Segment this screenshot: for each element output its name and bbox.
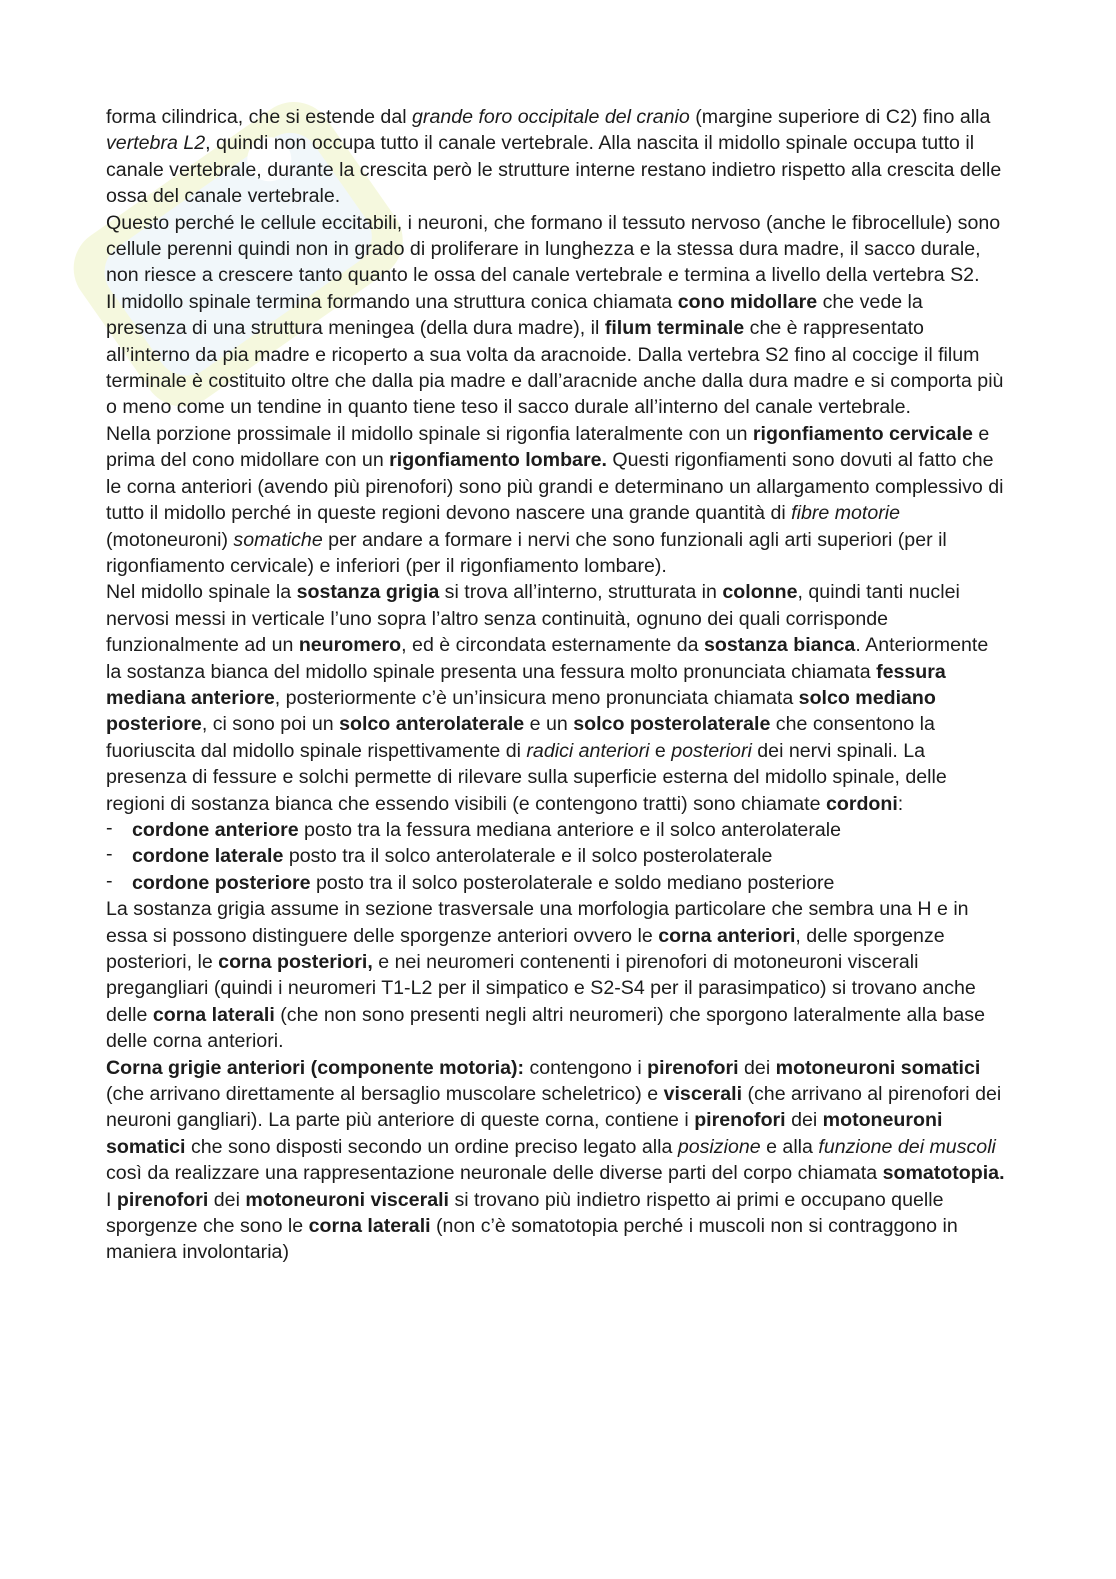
text-run: e un bbox=[524, 713, 574, 736]
text-run: Nella porzione prossimale il midollo spinale si rigonfia lateralmente con un bbox=[106, 422, 753, 445]
cordoni-list bbox=[106, 817, 1006, 896]
bold-term: pirenofori bbox=[116, 1188, 209, 1211]
italic-term: funzione dei muscoli bbox=[818, 1135, 996, 1158]
bold-term: solco anterolaterale bbox=[339, 713, 525, 736]
text-run: , ed è circondata esternamente da bbox=[401, 634, 704, 657]
bold-term: sostanza bianca bbox=[703, 634, 856, 657]
text-run: (non c’è somatotopia perché i muscoli non si contraggono in maniera involontaria) bbox=[106, 1215, 958, 1264]
text-run: si trova all’interno, strutturata in bbox=[439, 581, 723, 604]
paragraph bbox=[106, 421, 1006, 579]
text-run: posto tra il solco anterolaterale e il solco posterolaterale bbox=[283, 845, 773, 868]
bold-term: corna laterali bbox=[308, 1215, 431, 1238]
text-run: , ci sono poi un bbox=[201, 713, 340, 736]
text-run: e nei neuromeri contenenti i pirenofori di motoneuroni viscerali pregangliari (quindi i neuromeri T1-L2 per il simpatico e S2-S4 per il parasimpatico) si trovano anche delle bbox=[106, 951, 976, 1026]
italic-term: posteriori bbox=[671, 739, 752, 762]
list-item bbox=[106, 870, 1006, 896]
text-run: posto tra il solco posterolaterale e soldo mediano posteriore bbox=[310, 871, 835, 894]
bold-term: corna posteriori, bbox=[218, 951, 373, 973]
text-run: , quindi non occupa tutto il canale vertebrale. Alla nascita il midollo spinale occupa tutto il canale vertebrale, durante la crescita però le strutture interne restano indietro rispetto alla crescita delle ossa del canale vertebrale. bbox=[106, 132, 1002, 208]
text-run: (motoneuroni) bbox=[106, 528, 234, 551]
text-run: , posteriormente c’è un’insicura meno pronunciata chiamata bbox=[274, 686, 799, 709]
bold-term: cordone anteriore bbox=[132, 818, 299, 841]
text-run: forma cilindrica, che si estende dal bbox=[106, 106, 413, 128]
paragraph bbox=[106, 289, 1006, 421]
italic-term: vertebra L2 bbox=[106, 132, 206, 155]
bold-term: neuromero bbox=[298, 634, 402, 657]
paragraph bbox=[106, 210, 1006, 289]
text-run: che vede la presenza di una struttura meningea (della dura madre), il bbox=[106, 290, 923, 340]
paragraph bbox=[106, 1055, 1006, 1266]
bold-term: corna laterali bbox=[152, 1003, 275, 1026]
bold-term: viscerali bbox=[663, 1083, 743, 1106]
paragraph bbox=[106, 579, 1006, 817]
text-run: così da realizzare una rappresentazione neuronale delle diverse parti del corpo chiamata bbox=[106, 1162, 883, 1185]
text-run: (che non sono presenti negli altri neuromeri) che sporgono lateralmente alla base delle corna anteriori. bbox=[106, 1003, 985, 1053]
bold-term: cono midollare bbox=[677, 290, 818, 313]
bold-term: solco posterolaterale bbox=[573, 713, 771, 736]
italic-term: fibre motorie bbox=[791, 502, 901, 525]
text-run: che è rappresentato all’interno da pia madre e ricoperto a sua volta da aracnoide. Dalla vertebra S2 fino al coccige il filum terminale è costituito oltre che dalla pia madre e dall’aracnide anche dalla dura madre e si comporta più o meno come un tendine in quanto tiene teso il sacco durale all’interno del canale vertebrale. bbox=[106, 317, 1004, 419]
text-run: (margine superiore di C2) fino alla bbox=[689, 106, 991, 128]
bold-term: cordone laterale bbox=[132, 845, 284, 868]
bold-term: fessura mediana anteriore bbox=[106, 660, 946, 709]
text-run: dei bbox=[738, 1056, 776, 1079]
italic-term: posizione bbox=[677, 1135, 761, 1158]
text-run: Nel midollo spinale la bbox=[106, 581, 297, 604]
text-run: I bbox=[106, 1188, 117, 1211]
text-run: : bbox=[897, 792, 904, 815]
text-run: posto tra la fessura mediana anteriore e il solco anterolaterale bbox=[298, 818, 841, 841]
bold-term: filum terminale bbox=[604, 317, 745, 340]
bold-term: Corna grigie anteriori (componente motoria): bbox=[106, 1056, 525, 1079]
paragraph bbox=[106, 104, 1006, 210]
italic-term: grande foro occipitale del cranio bbox=[412, 106, 690, 128]
bold-term: somatotopia. bbox=[882, 1162, 1005, 1185]
text-run: che sono disposti secondo un ordine preciso legato alla bbox=[185, 1135, 678, 1158]
bold-term: pirenofori bbox=[647, 1056, 739, 1079]
text-run: e prima del cono midollare con un bbox=[106, 422, 990, 472]
bold-term: pirenofori bbox=[694, 1109, 786, 1132]
text-run: (che arrivano al pirenofori dei neuroni gangliari). La parte più anteriore di queste corna, contiene i bbox=[106, 1083, 1002, 1132]
text-run: che consentono la fuoriuscita dal midollo spinale rispettivamente di bbox=[106, 713, 935, 762]
text-run: si trovano più indietro rispetto ai primi e occupano quelle sporgenze che sono le bbox=[106, 1188, 944, 1238]
bold-term: rigonfiamento cervicale bbox=[752, 422, 973, 445]
text-run: (che arrivano direttamente al bersaglio muscolare scheletrico) e bbox=[106, 1083, 664, 1106]
text-run: La sostanza grigia assume in sezione trasversale una morfologia particolare che sembra una H e in essa si possono distinguere delle sporgenze anteriori ovvero le bbox=[106, 898, 969, 947]
bold-term: rigonfiamento lombare. bbox=[389, 449, 607, 472]
text-run: Il midollo spinale termina formando una struttura conica chiamata bbox=[106, 290, 678, 313]
text-run: e alla bbox=[760, 1135, 819, 1158]
list-item bbox=[106, 843, 1006, 869]
bold-term: sostanza grigia bbox=[296, 581, 440, 604]
paragraph bbox=[106, 896, 1006, 1054]
bold-term: motoneuroni somatici bbox=[775, 1056, 981, 1079]
text-run: per andare a formare i nervi che sono funzionali agli arti superiori (per il rigonfiamento cervicale) e inferiori (per il rigonfiamento lombare). bbox=[106, 528, 947, 577]
list-item bbox=[106, 817, 1006, 843]
bold-term: cordone posteriore bbox=[132, 871, 311, 894]
text-run: dei bbox=[208, 1188, 246, 1211]
text-run: Questi rigonfiamenti sono dovuti al fatto che le corna anteriori (avendo più pirenofori) sono più grandi e determinano un allargamento complessivo di tutto il midollo perché in queste regioni devono nascere una grande quantità di bbox=[106, 449, 1004, 525]
text-run: e bbox=[649, 739, 672, 762]
italic-term: radici anteriori bbox=[526, 739, 650, 762]
text-run: Questo perché le cellule eccitabili, i neuroni, che formano il tessuto nervoso (anche le fibrocellule) sono cellule perenni quindi non in grado di proliferare in lunghezza e la stessa dura madre, il sacco durale, non riesce a crescere tanto quanto le ossa del canale vertebrale e termina a livello della vertebra S2. bbox=[106, 211, 1001, 287]
bold-term: cordoni bbox=[825, 792, 898, 815]
document-body bbox=[106, 104, 1006, 1266]
text-run: dei bbox=[785, 1109, 823, 1132]
text-run: . Anteriormente la sostanza bianca del midollo spinale presenta una fessura molto pronunciata chiamata bbox=[106, 634, 989, 683]
italic-term: somatiche bbox=[233, 528, 323, 551]
text-run: , delle sporgenze posteriori, le bbox=[106, 924, 945, 973]
bold-term: motoneuroni somatici bbox=[106, 1109, 943, 1158]
text-run: contengono i bbox=[524, 1056, 648, 1079]
text-run: dei nervi spinali. La presenza di fessure e solchi permette di rilevare sulla superficie esterna del midollo spinale, delle regioni di sostanza bianca che essendo visibili (e contengono tratti) sono chiamate bbox=[106, 739, 947, 815]
bold-term: motoneuroni viscerali bbox=[245, 1188, 449, 1211]
bold-term: solco mediano posteriore bbox=[106, 686, 936, 736]
text-run: , quindi tanti nuclei nervosi messi in verticale l’uno sopra l’altro senza continuità, ognuno dei quali corrisponde funzionalmente ad un bbox=[106, 581, 960, 657]
bold-term: colonne bbox=[722, 581, 798, 604]
bold-term: corna anteriori bbox=[658, 924, 796, 947]
